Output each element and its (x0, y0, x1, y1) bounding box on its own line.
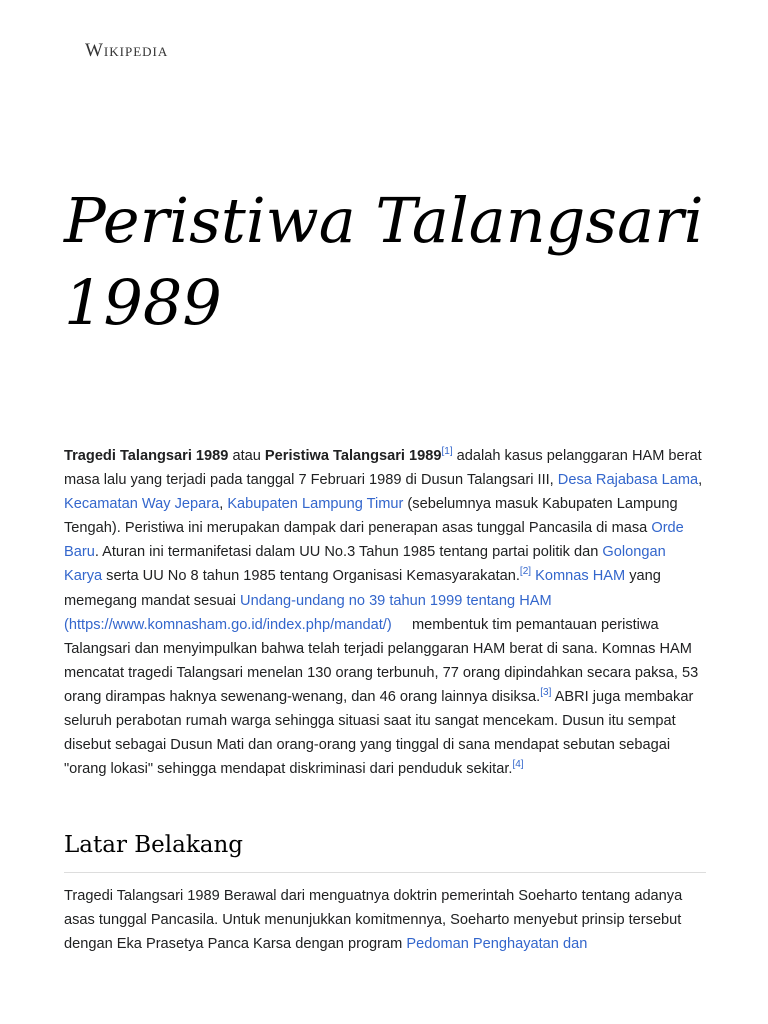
page-title: Peristiwa Talangsari 1989 (64, 184, 704, 339)
bold-term-peristiwa: Peristiwa Talangsari 1989 (264, 448, 442, 464)
bold-term-tragedi: Tragedi Talangsari 1989 (64, 448, 229, 464)
text-segment: (sebelumnya masuk Kabupaten Lampung Tengah). Peristiwa ini merupakan dampak dari penerapan asas tunggal Pancasila di masa (64, 496, 678, 537)
text-segment: Tragedi Talangsari 1989 Berawal dari menguatnya doktrin pemerintah Soeharto tentang adanya asas tunggal Pancasila. Untuk menunjukkan komitmennya, Soeharto menyebut prinsip tersebut dengan Eka Prasetya Panca Karsa dengan program (64, 888, 683, 953)
comma: , (698, 472, 703, 489)
text-segment: ABRI juga membakar seluruh perabotan rumah warga sehingga situasi saat itu sangat mencekam. Dusun itu sempat disebut sebagai Dusun Mati dan orang-orang yang tinggal di sana mendapat sebutan sebagai "orang lokasi" sehingga mendapat diskriminasi dari penduduk sekitar. (64, 688, 694, 778)
text-segment: adalah kasus pelanggaran HAM berat masa lalu yang terjadi pada tanggal 7 Februari 1989 di Dusun Talangsari III, (64, 448, 702, 489)
text-segment: serta UU No 8 tahun 1985 tentang Organisasi Kemasyarakatan. (102, 568, 520, 585)
section-paragraph (64, 884, 706, 956)
text-segment: membentuk tim pemantauan peristiwa Talangsari dan menyimpulkan bahwa telah terjadi pelanggaran HAM berat di sana. Komnas HAM mencatat tragedi Talangsari menelan 130 orang terbunuh, 77 orang dipindahkan secara paksa, 53 orang dirampas haknya sewenang-wenang, dan 46 orang lainnya disiksa. (64, 616, 703, 705)
link-pedoman-penghayatan[interactable]: Pedoman Penghayatan dan (406, 936, 588, 953)
link-golongan-karya[interactable]: Golongan Karya (64, 544, 666, 585)
link-kecamatan-way-jepara[interactable]: Kecamatan Way Jepara (64, 496, 220, 513)
section-body (64, 884, 706, 956)
text-segment: . Aturan ini termanifetasi dalam UU No.3 Tahun 1985 tentang partai politik dan (94, 544, 603, 561)
comma: , (219, 496, 228, 513)
wikipedia-logo[interactable]: Wikipedia (85, 40, 169, 61)
link-kabupaten-lampung-timur[interactable]: Kabupaten Lampung Timur (227, 496, 404, 513)
link-orde-baru[interactable]: Orde Baru (64, 520, 684, 561)
reference-4[interactable]: [4] (512, 759, 524, 771)
reference-2[interactable]: [2] (519, 566, 532, 578)
link-undang-undang-ham[interactable]: Undang-undang no 39 tahun 1999 tentang HAM (https://www.komnasham.go.id/index.php/mandat/) (64, 592, 552, 633)
article-intro (64, 444, 706, 781)
text-segment: yang memegang mandat sesuai (64, 568, 661, 609)
link-komnas-ham[interactable]: Komnas HAM (535, 568, 626, 585)
reference-3[interactable]: [3] (540, 686, 552, 698)
section-heading-latar-belakang: Latar Belakang (64, 830, 706, 873)
reference-1[interactable]: [1] (441, 446, 453, 457)
intro-paragraph (64, 444, 706, 781)
text-atau: atau (228, 448, 265, 464)
link-desa-rajabasa-lama[interactable]: Desa Rajabasa Lama (557, 472, 699, 489)
